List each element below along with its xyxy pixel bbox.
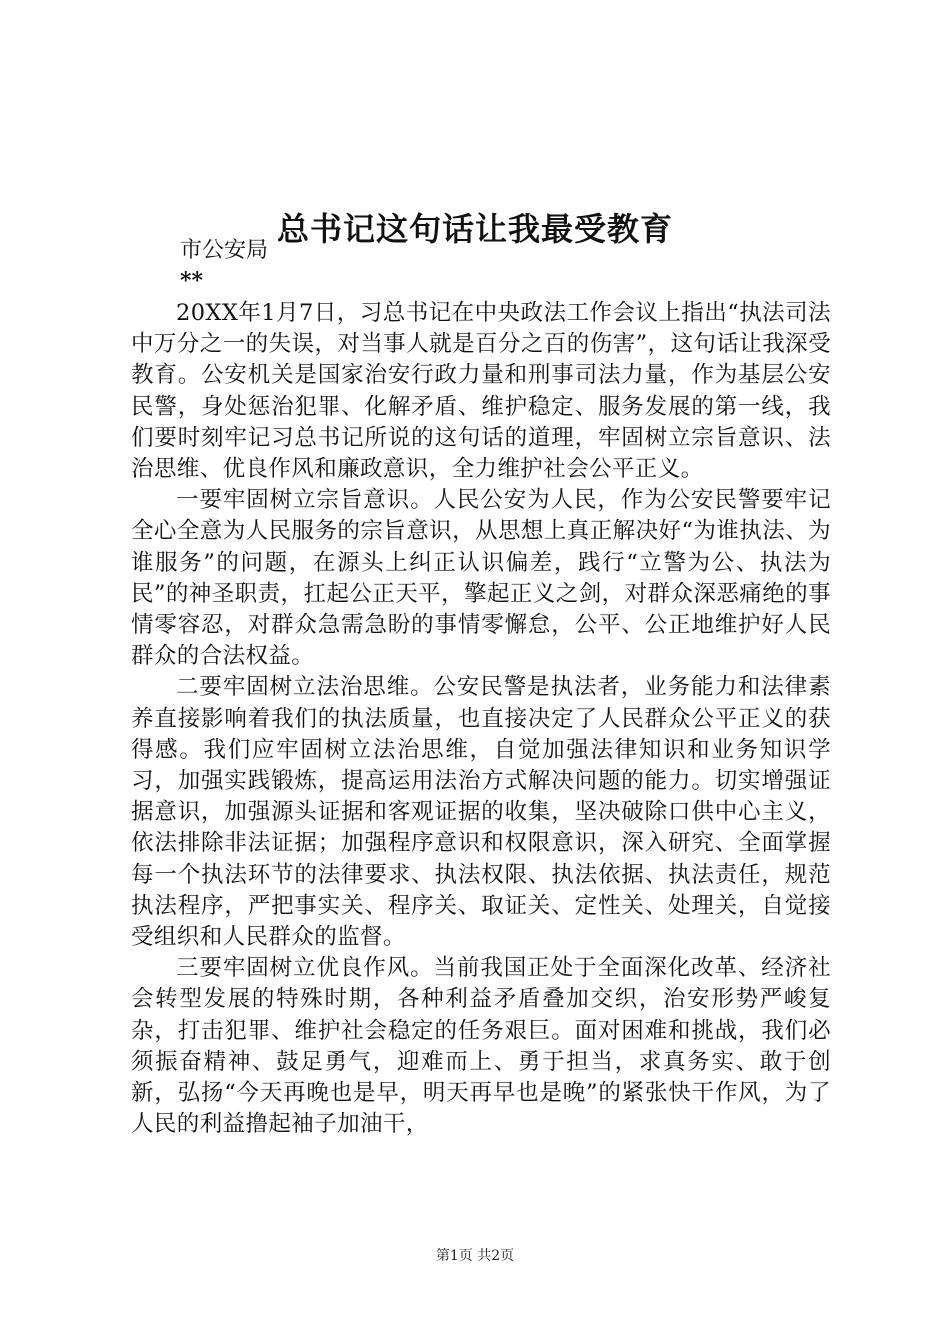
author-name: ** xyxy=(180,268,204,294)
paragraph-purpose-awareness: 一要牢固树立宗旨意识。人民公安为人民，作为公安民警要牢记全心全意为人民服务的宗旨意识，从思想上真正解决好“为谁执法、为谁服务”的问题，在源头上纠正认识偏差，践行“立警为公、执法为民”的神圣职责，扛起公正天平，擎起正义之剑，对群众深恶痛绝的事情零容忍，对群众急需急盼的事情零懈怠，公平、公正地维护好人民群众的合法权益。 xyxy=(131,487,831,670)
paragraph-rule-of-law: 二要牢固树立法治思维。公安民警是执法者，业务能力和法律素养直接影响着我们的执法质量，也直接决定了人民群众公平正义的获得感。我们应牢固树立法治思维，自觉加强法律知识和业务知识学习，加强实践锻炼，提高运用法治方式解决问题的能力。切实增强证据意识，加强源头证据和客观证据的收集，坚决破除口供中心主义，依法排除非法证据；加强程序意识和权限意识，深入研究、全面掌握每一个执法环节的法律要求、执法权限、执法依据、执法责任，规范执法程序，严把事实关、程序关、取证关、定性关、处理关，自觉接受组织和人民群众的监督。 xyxy=(131,674,831,951)
author-unit: 市公安局 xyxy=(180,238,269,263)
page-footer: 第1页 共2页 xyxy=(435,1248,515,1264)
paragraph-intro: 20XX年1月7日，习总书记在中央政法工作会议上指出“执法司法中万分之一的失误，对当事人就是百分之百的伤害”，这句话让我深受教育。公安机关是国家治安行政力量和刑事司法力量，作为基层公安民警，身处惩治犯罪、化解矛盾、维护稳定、服务发展的第一线，我们要时刻牢记习总书记所说的这句话的道理，牢固树立宗旨意识、法治思维、优良作风和廉政意识，全力维护社会公平正义。 xyxy=(131,300,831,483)
document-title: 总书记这句话让我最受教育 xyxy=(276,210,673,249)
paragraph-work-style: 三要牢固树立优良作风。当前我国正处于全面深化改革、经济社会转型发展的特殊时期，各种利益矛盾叠加交织，治安形势严峻复杂，打击犯罪、维护社会稳定的任务艰巨。面对困难和挑战，我们必须振奋精神、鼓足勇气，迎难而上、勇于担当，求真务实、敢于创新，弘扬“今天再晚也是早，明天再早也是晚”的紧张快干作风，为了人民的利益撸起袖子加油干， xyxy=(131,955,831,1138)
document-body xyxy=(131,298,831,1140)
